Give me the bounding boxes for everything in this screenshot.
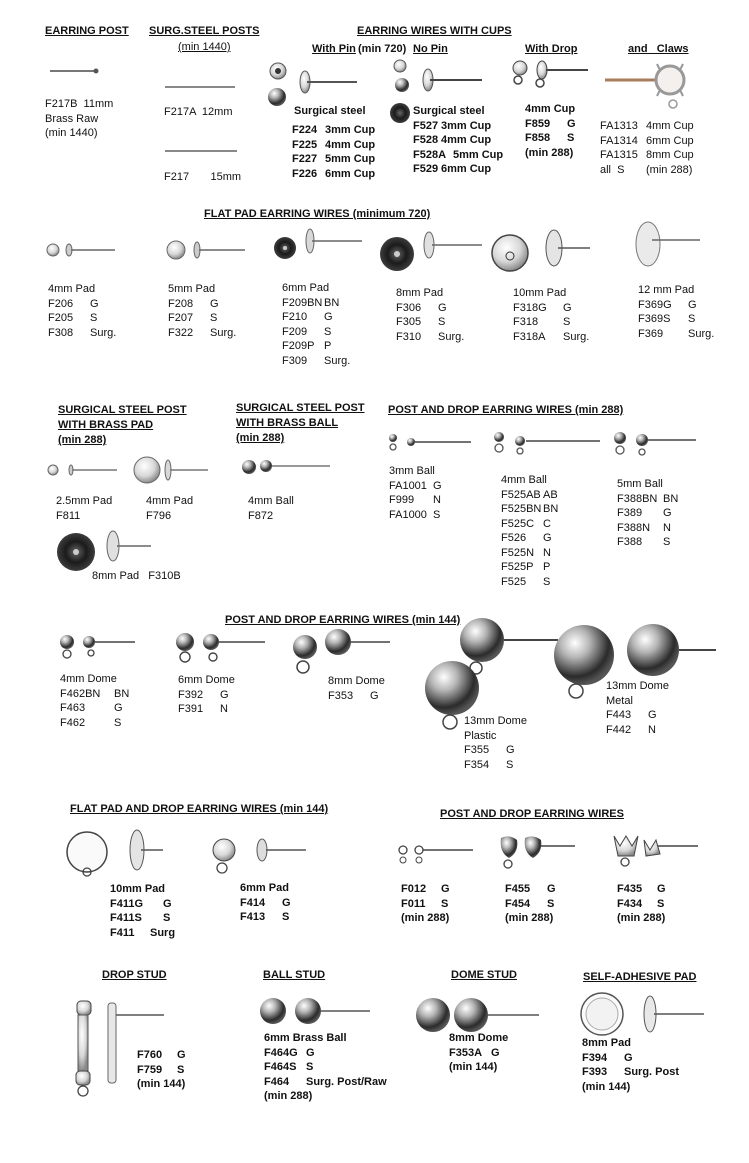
post-drop-heading: POST AND DROP EARRING WIRES [440,808,624,820]
pad-12mm-image [630,218,730,268]
drop-stud-info: F760 G F759 S (min 144) [137,1049,186,1090]
dome-stud-heading: DOME STUD [451,969,517,981]
with-pin-label: With Pin [312,43,356,55]
dome-6mm-image [173,630,268,666]
flat-pad-heading: FLAT PAD EARRING WIRES (minimum 720) [204,208,431,220]
pad-4mm-info: 4mm Pad F206 G F205 S F308 Surg. [48,283,117,339]
cup-with-pin-image [265,60,360,110]
brass-pad-2-5mm-image [45,462,120,478]
dome-13mm-metal-info: 13mm Dome Metal F443 G F442 N [606,680,669,736]
dome-stud-info: 8mm Dome F353A G (min 144) [449,1032,509,1073]
surg-steel-posts-heading: SURG.STEEL POSTS [149,25,260,37]
ball-stud-image [258,995,373,1029]
earring-post-image [50,68,100,74]
dome-4mm-info: 4mm Dome F462BN BN F463 G F462 S [60,673,130,729]
brass-pad-4mm-image [130,455,210,487]
brass-ball-heading-1: SURGICAL STEEL POST [236,402,365,414]
no-pin-label: No Pin [413,43,448,55]
adhesive-pad-image [568,990,708,1040]
with-pin-min: (min 720) [358,43,407,55]
brass-ball-info: 4mm Ball F872 [248,495,294,522]
ball-3mm-info: 3mm Ball FA1001 G F999 N FA1000 S [389,465,442,521]
wires-cups-heading: EARRING WIRES WITH CUPS [357,25,512,37]
surg-steel-posts-min: (min 1440) [178,41,231,53]
ball-stud-info: 6mm Brass Ball F464G G F464S S F464 Surg. Post/Raw (min 288) [264,1032,387,1102]
dome-6mm-info: 6mm Dome F392 G F391 N [178,674,235,715]
post-drop-f012-info: F012 G F011 S (min 288) [401,883,450,924]
cup-with-drop-info: 4mm Cup F859 G F858 S (min 288) [525,103,576,159]
earring-post-info: F217B 11mm Brass Raw (min 1440) [45,98,114,139]
post-drop-f455-info: F455 G F454 S (min 288) [505,883,556,924]
post-12mm-code: F217A 12mm [164,106,233,118]
brass-pad-4mm-info: 4mm Pad F796 [146,495,194,522]
flat-drop-heading: FLAT PAD AND DROP EARRING WIRES (min 144) [70,803,329,815]
ball-stud-heading: BALL STUD [263,969,326,981]
post-drop-288-heading: POST AND DROP EARRING WIRES (min 288) [388,404,624,416]
drop-stud-heading: DROP STUD [102,969,167,981]
cup-with-drop-image [510,60,590,96]
earring-post-heading: EARRING POST [45,25,129,37]
ball-5mm-image [610,428,700,460]
brass-pad-heading-2: WITH BRASS PAD [58,419,154,431]
ball-3mm-image [385,432,475,456]
flat-drop-6mm-info: 6mm Pad F414 G F413 S [240,882,291,923]
dome-4mm-image [57,632,137,660]
post-15mm-image [165,148,240,154]
ball-4mm-image [490,430,605,460]
dome-13mm-plastic-info: 13mm Dome Plastic F355 G F354 S [464,715,527,771]
pad-10mm-image [490,228,600,278]
pad-5mm-image [165,236,250,264]
ball-4mm-info: 4mm Ball F525AB AB F525BN BN F525C C F526 G F525N N F525P P F525 S [501,474,559,588]
pad-5mm-info: 5mm Pad F208 G F207 S F322 Surg. [168,283,237,339]
cup-with-pin-list: F224 3mm Cup F225 4mm Cup F227 5mm Cup F226 6mm Cup [292,124,376,180]
adhesive-heading: SELF-ADHESIVE PAD [583,971,697,983]
post-12mm-image [165,84,240,90]
adhesive-info: 8mm Pad F394 G F393 Surg. Post (min 144) [582,1037,680,1093]
cup-claws-image [605,58,695,113]
ball-5mm-info: 5mm Ball F388BN BN F389 G F388N N F388 S [617,478,679,548]
pad-12mm-info: 12 mm Pad F369G G F369S S F369 Surg. [638,284,715,340]
brass-pad-min: (min 288) [58,434,107,446]
post-drop-f435-info: F435 G F434 S (min 288) [617,883,666,924]
flat-drop-6mm-image [210,836,310,882]
with-drop-label: With Drop [525,43,578,55]
flat-drop-10mm-image [65,826,165,884]
flat-drop-10mm-info: 10mm Pad F411G G F411S S F411 Surg [110,883,176,939]
brass-ball-min: (min 288) [236,432,285,444]
post-drop-144-heading: POST AND DROP EARRING WIRES (min 144) [225,614,461,626]
post-15mm-code: F217 15mm [164,171,242,183]
post-drop-f455-image [497,832,577,872]
pad-8mm-info: 8mm Pad F306 G F305 S F310 Surg. [396,287,465,343]
dome-8mm-info: 8mm Dome F353 G [328,675,385,702]
brass-pad-8mm-info: 8mm Pad F310B [92,570,181,582]
brass-pad-2-5mm-info: 2.5mm Pad F811 [56,495,113,522]
pad-4mm-image [45,240,120,260]
pad-6mm-info: 6mm Pad F209BN BN F210 G F209 S F209P P F309 Surg. [282,282,351,367]
cup-claws-info: FA1313 4mm Cup FA1314 6mm Cup FA1315 8mm Cup all S (min 288) [600,120,694,176]
and-claws-label: and Claws [628,43,689,55]
brass-ball-heading-2: WITH BRASS BALL [236,417,339,429]
cup-with-pin-info: Surgical steel [294,105,366,117]
pad-10mm-info: 10mm Pad F318G G F318 S F318A Surg. [513,287,590,343]
cup-no-pin-info: Surgical steel F527 3mm Cup F528 4mm Cup F528A 5mm Cup F529 6mm Cup [413,105,504,175]
pad-8mm-image [377,232,487,280]
brass-ball-image [240,456,335,478]
post-drop-f012-image [395,840,475,870]
brass-pad-heading-1: SURGICAL STEEL POST [58,404,187,416]
post-drop-f435-image [612,832,702,872]
pad-6mm-image [272,226,367,271]
